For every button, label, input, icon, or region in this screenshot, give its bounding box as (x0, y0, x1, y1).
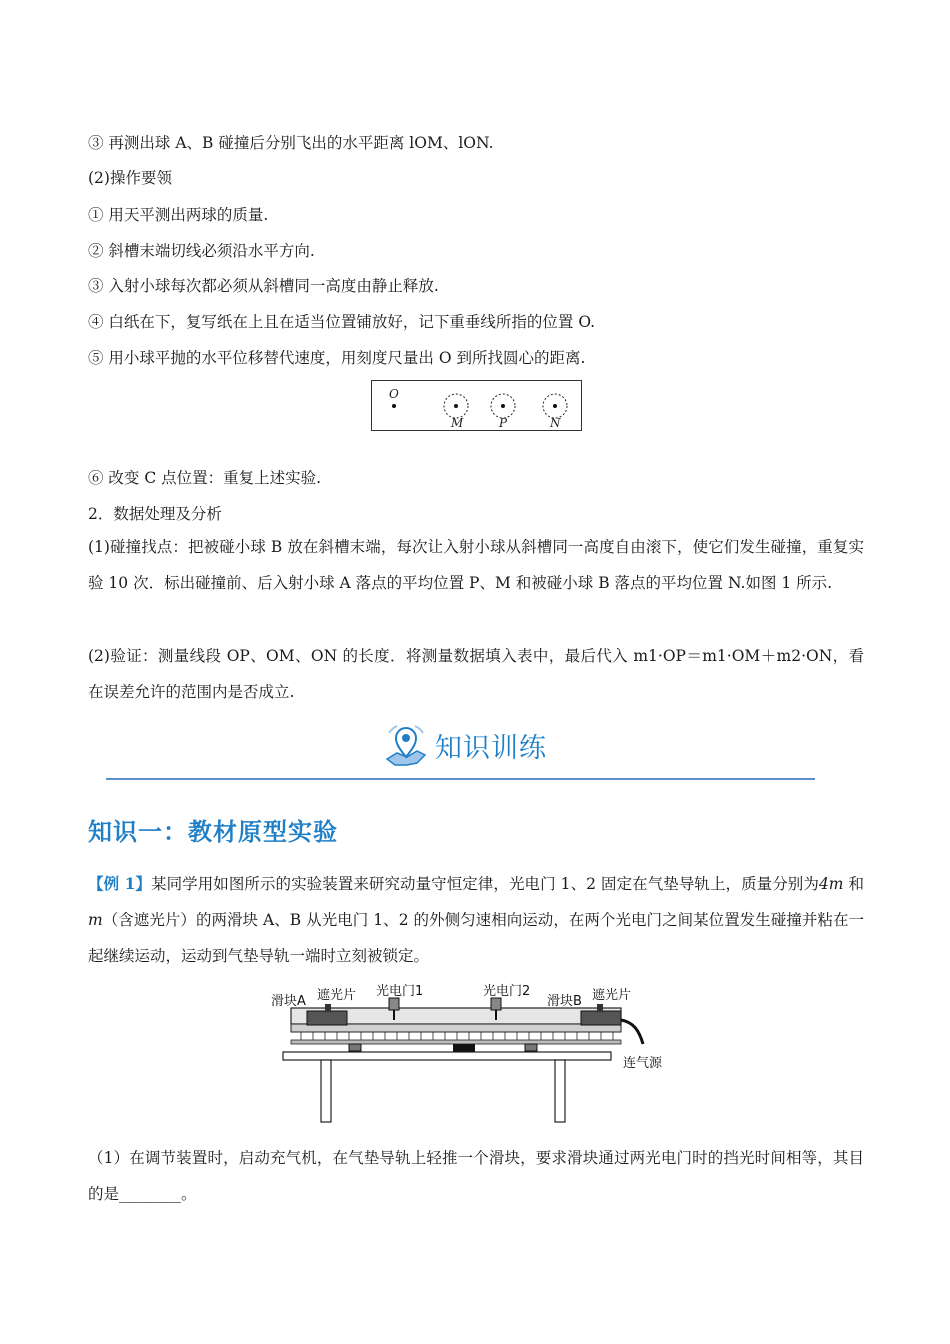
label-slider-a: 滑块A (271, 994, 306, 1009)
shade-b (597, 1004, 603, 1012)
label-n: N (550, 416, 561, 430)
slider-a (307, 1011, 347, 1025)
point-p-dot (501, 404, 505, 408)
example-and: 和 (843, 875, 864, 893)
operation-item-1: ① 用天平测出两球的质量. (88, 206, 269, 224)
point-m-dot (454, 404, 458, 408)
mass-m: m (88, 911, 103, 929)
point-n-dot (553, 404, 557, 408)
air-track-ticks (301, 1032, 613, 1040)
table-leg-right (555, 1060, 565, 1122)
example-label: 【例 1】 (88, 874, 152, 893)
foot-left (349, 1044, 361, 1051)
section-divider (106, 778, 815, 780)
operation-item-4: ④ 白纸在下，复写纸在上且在适当位置铺放好，记下重垂线所指的位置 O. (88, 313, 596, 331)
foot-right (525, 1044, 537, 1051)
label-slider-b: 滑块B (547, 994, 582, 1009)
table-top (283, 1052, 611, 1060)
photogate-1 (389, 998, 399, 1010)
label-gate-2: 光电门2 (483, 984, 531, 999)
label-o: O (389, 387, 399, 401)
label-gate-1: 光电门1 (376, 984, 424, 999)
step-3-text: ③ 再测出球 A、B 碰撞后分别飞出的水平距离 lOM、lON. (88, 134, 494, 152)
question-text-b: 。 (181, 1185, 197, 1203)
knowledge-training-banner (383, 722, 547, 768)
operation-item-2: ② 斜槽末端切线必须沿水平方向. (88, 242, 315, 260)
air-track-figure (271, 980, 681, 1132)
label-air-source: 连气源 (623, 1056, 663, 1071)
section-title: 知识一：教材原型实验 (88, 818, 338, 846)
ruler-strip (291, 1040, 621, 1044)
map-pin-icon (383, 723, 429, 767)
operation-item-6: ⑥ 改变 C 点位置：重复上述实验. (88, 469, 322, 487)
operation-item-3: ③ 入射小球每次都必须从斜槽同一高度由静止释放. (88, 277, 439, 295)
shade-a (325, 1004, 331, 1012)
mass-4m: 4m (818, 875, 844, 893)
operation-heading: (2)操作要领 (88, 169, 172, 187)
label-shade-b: 遮光片 (592, 988, 632, 1003)
air-hose (621, 1020, 643, 1044)
photogate-2 (491, 998, 501, 1010)
example-1-paragraph (88, 866, 864, 974)
question-1-paragraph (88, 1140, 864, 1212)
label-shade-a: 遮光片 (317, 988, 357, 1003)
landing-points-figure (371, 380, 582, 431)
label-m: M (451, 416, 464, 430)
question-text-a: （1）在调节装置时，启动充气机，在气垫导轨上轻推一个滑块，要求滑块通过两光电门时的挡光时间相等，其目的是 (88, 1149, 864, 1203)
table-leg-left (321, 1060, 331, 1122)
analysis-paragraph-2: (2)验证：测量线段 OP、OM、ON 的长度．将测量数据填入表中，最后代入 m1·OP＝m1·OM＋m2·ON，看在误差允许的范围内是否成立. (88, 647, 864, 701)
example-text-b: （含遮光片）的两滑块 A、B 从光电门 1、2 的外侧匀速相向运动，在两个光电门之间某位置发生碰撞并粘在一起继续运动，运动到气垫导轨一端时立刻被锁定。 (88, 911, 864, 965)
analysis-paragraph-1: (1)碰撞找点：把被碰小球 B 放在斜槽末端，每次让入射小球从斜槽同一高度自由滚下，使它们发生碰撞，重复实验 10 次．标出碰撞前、后入射小球 A 落点的平均位置 P、M 和被碰小球 B 落点的平均位置 N.如图 1 所示. (88, 538, 864, 592)
example-text-a: 某同学用如图所示的实验装置来研究动量守恒定律，光电门 1、2 固定在气垫导轨上，质量分别为 (151, 875, 819, 893)
point-o-dot (392, 404, 396, 408)
analysis-heading: 2．数据处理及分析 (88, 505, 222, 523)
operation-item-5: ⑤ 用小球平抛的水平位移替代速度，用刻度尺量出 O 到所找圆心的距离. (88, 349, 586, 367)
slider-b (581, 1011, 621, 1025)
label-p: P (499, 416, 508, 430)
banner-title: 知识训练 (435, 732, 547, 764)
answer-blank[interactable]: ________ (119, 1185, 182, 1203)
center-support (453, 1044, 475, 1052)
